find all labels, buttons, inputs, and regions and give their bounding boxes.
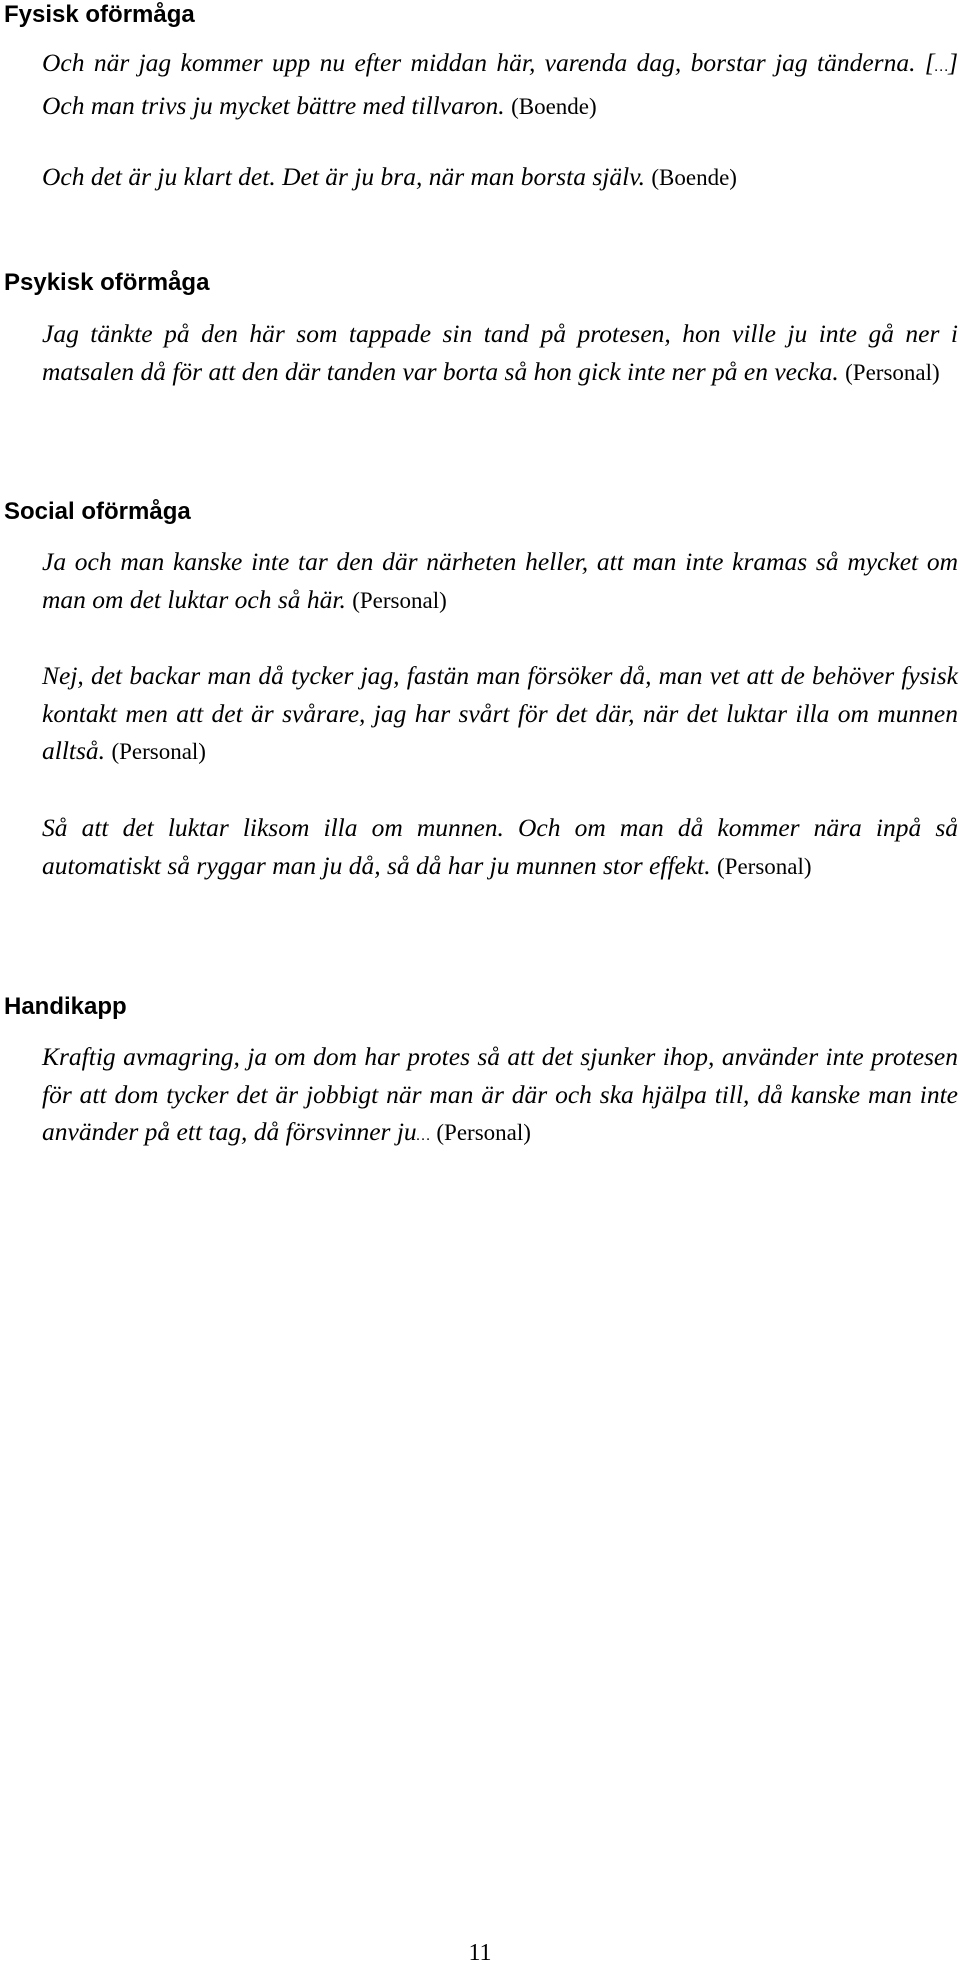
quote-source: (Personal) <box>111 739 206 764</box>
quote-source: (Boende) <box>651 165 737 190</box>
quote-text: Jag tänkte på den här som tappade sin tand på protesen, hon ville ju inte gå ner i matsalen då för att den där tanden var borta så hon gick inte ner på en vecka. <box>42 319 958 386</box>
quote-text: Ja och man kanske inte tar den där närheten heller, att man inte kramas så mycket om man om det luktar och så här. <box>42 547 958 614</box>
quote-text: Och det är ju klart det. Det är ju bra, när man borsta själv. <box>42 162 645 191</box>
quote-text: Och när jag kommer upp nu efter middan här, varenda dag, borstar jag tänderna. [ <box>42 48 935 77</box>
page-number: 11 <box>468 1940 492 1966</box>
quote-source: (Personal) <box>717 853 812 879</box>
heading-fysisk-oformaga: Fysisk oförmåga <box>4 1 195 28</box>
heading-psykisk-oformaga: Psykisk oförmåga <box>4 269 210 296</box>
quote-text: Nej, det backar man då tycker jag, fastän man försöker då, man vet att de behöver fysisk kontakt men att det är svårare, jag har svårt för det där, när det luktar illa om munnen alltså. <box>42 661 958 765</box>
ellipsis-mark: … <box>934 59 949 75</box>
heading-social-oformaga: Social oförmåga <box>4 498 191 525</box>
quote-source: (Boende) <box>511 93 597 119</box>
quote-paragraph <box>42 809 958 885</box>
quote-paragraph <box>42 315 958 391</box>
quote-paragraph <box>42 543 958 619</box>
quote-paragraph <box>42 1038 958 1156</box>
quote-paragraph <box>42 44 958 125</box>
quote-source: (Personal) <box>352 587 447 613</box>
quote-text: Så att det luktar liksom illa om munnen. Och om man då kommer nära inpå så automatiskt så ryggar man ju då, så då har ju munnen stor effekt. <box>42 813 958 880</box>
quote-source: (Personal) <box>845 359 940 385</box>
heading-handikapp: Handikapp <box>4 993 127 1020</box>
quote-paragraph <box>42 657 958 771</box>
quote-text: Kraftig avmagring, ja om dom har protes så att det sjunker ihop, använder inte protesen för att dom tycker det är jobbigt när man är där och ska hjälpa till, då kanske man inte använder på ett tag, då försvinner ju <box>42 1042 958 1146</box>
ellipsis-mark: … <box>416 1128 431 1144</box>
quote-paragraph <box>42 158 958 197</box>
quote-source: (Personal) <box>436 1120 531 1145</box>
quote-text: ] Och man trivs ju mycket bättre med tillvaron. <box>42 48 958 120</box>
